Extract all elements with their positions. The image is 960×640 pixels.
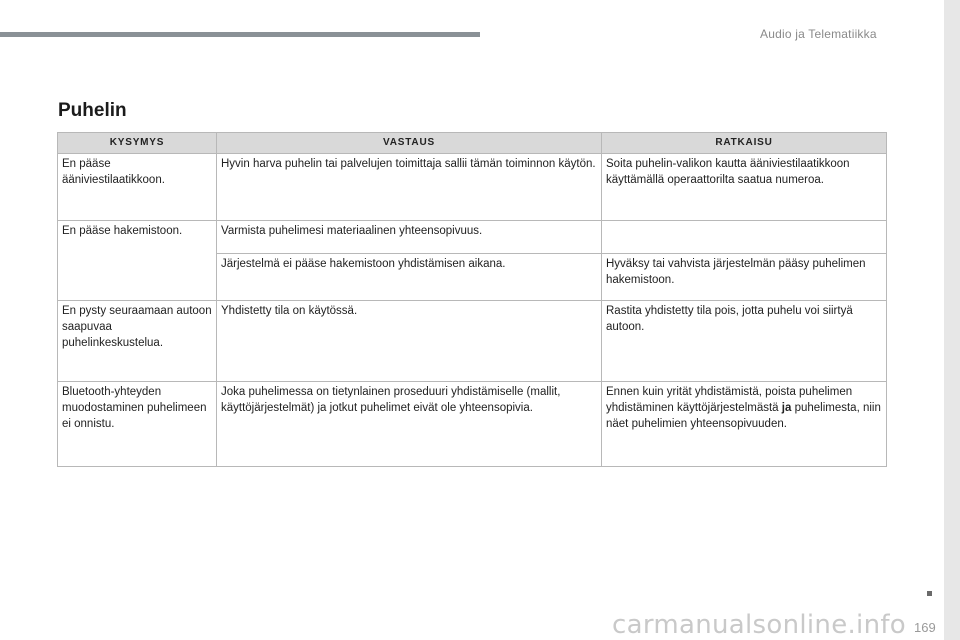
answer-cell: Yhdistetty tila on käytössä. — [217, 301, 602, 382]
solution-bold-word: ja — [781, 402, 792, 414]
page-edge-strip — [944, 0, 960, 640]
page-marker-square — [927, 591, 932, 596]
column-header-solution: RATKAISU — [602, 133, 887, 154]
answer-cell: Varmista puhelimesi materiaalinen yhteensopivuus. — [217, 221, 602, 254]
table-row — [58, 301, 887, 382]
column-header-question: KYSYMYS — [58, 133, 217, 154]
solution-cell: Soita puhelin-valikon kautta ääniviestilaatikkoon käyttämällä operaattorilta saatua numeroa. — [602, 154, 887, 221]
page-number: 169 — [914, 620, 936, 635]
question-cell: En pääse hakemistoon. — [58, 221, 217, 301]
table-row — [58, 154, 887, 221]
table-row — [58, 221, 887, 254]
section-title: Audio ja Telematiikka — [760, 27, 877, 41]
answer-cell: Hyvin harva puhelin tai palvelujen toimittaja sallii tämän toiminnon käytön. — [217, 154, 602, 221]
solution-cell — [602, 221, 887, 254]
solution-cell: Rastita yhdistetty tila pois, jotta puhelu voi siirtyä autoon. — [602, 301, 887, 382]
answer-cell: Järjestelmä ei pääse hakemistoon yhdistämisen aikana. — [217, 254, 602, 301]
question-cell: Bluetooth-yhteyden muodostaminen puhelimeen ei onnistu. — [58, 382, 217, 467]
solution-text-end: puhelimesta, niin näet puhelimien yhteensopivuuden. — [606, 402, 881, 430]
header-accent-bar — [0, 32, 480, 37]
solution-cell — [602, 382, 887, 467]
question-cell: En pysty seuraamaan autoon saapuvaa puhelinkeskustelua. — [58, 301, 217, 382]
table-header-row — [58, 133, 887, 154]
answer-cell: Joka puhelimessa on tietynlainen proseduuri yhdistämiselle (mallit, käyttöjärjestelmät) ja jotkut puhelimet eivät ole yhteensopivia. — [217, 382, 602, 467]
watermark: carmanualsonline.info — [612, 610, 907, 640]
solution-text-start: Ennen kuin yrität yhdistämistä, poista puhelimen yhdistäminen käyttöjärjestelmästä — [606, 386, 853, 414]
page-title: Puhelin — [58, 100, 127, 121]
question-cell: En pääse ääniviestilaatikkoon. — [58, 154, 217, 221]
solution-cell: Hyväksy tai vahvista järjestelmän pääsy puhelimen hakemistoon. — [602, 254, 887, 301]
table-row — [58, 382, 887, 467]
faq-table — [57, 132, 887, 467]
column-header-answer: VASTAUS — [217, 133, 602, 154]
